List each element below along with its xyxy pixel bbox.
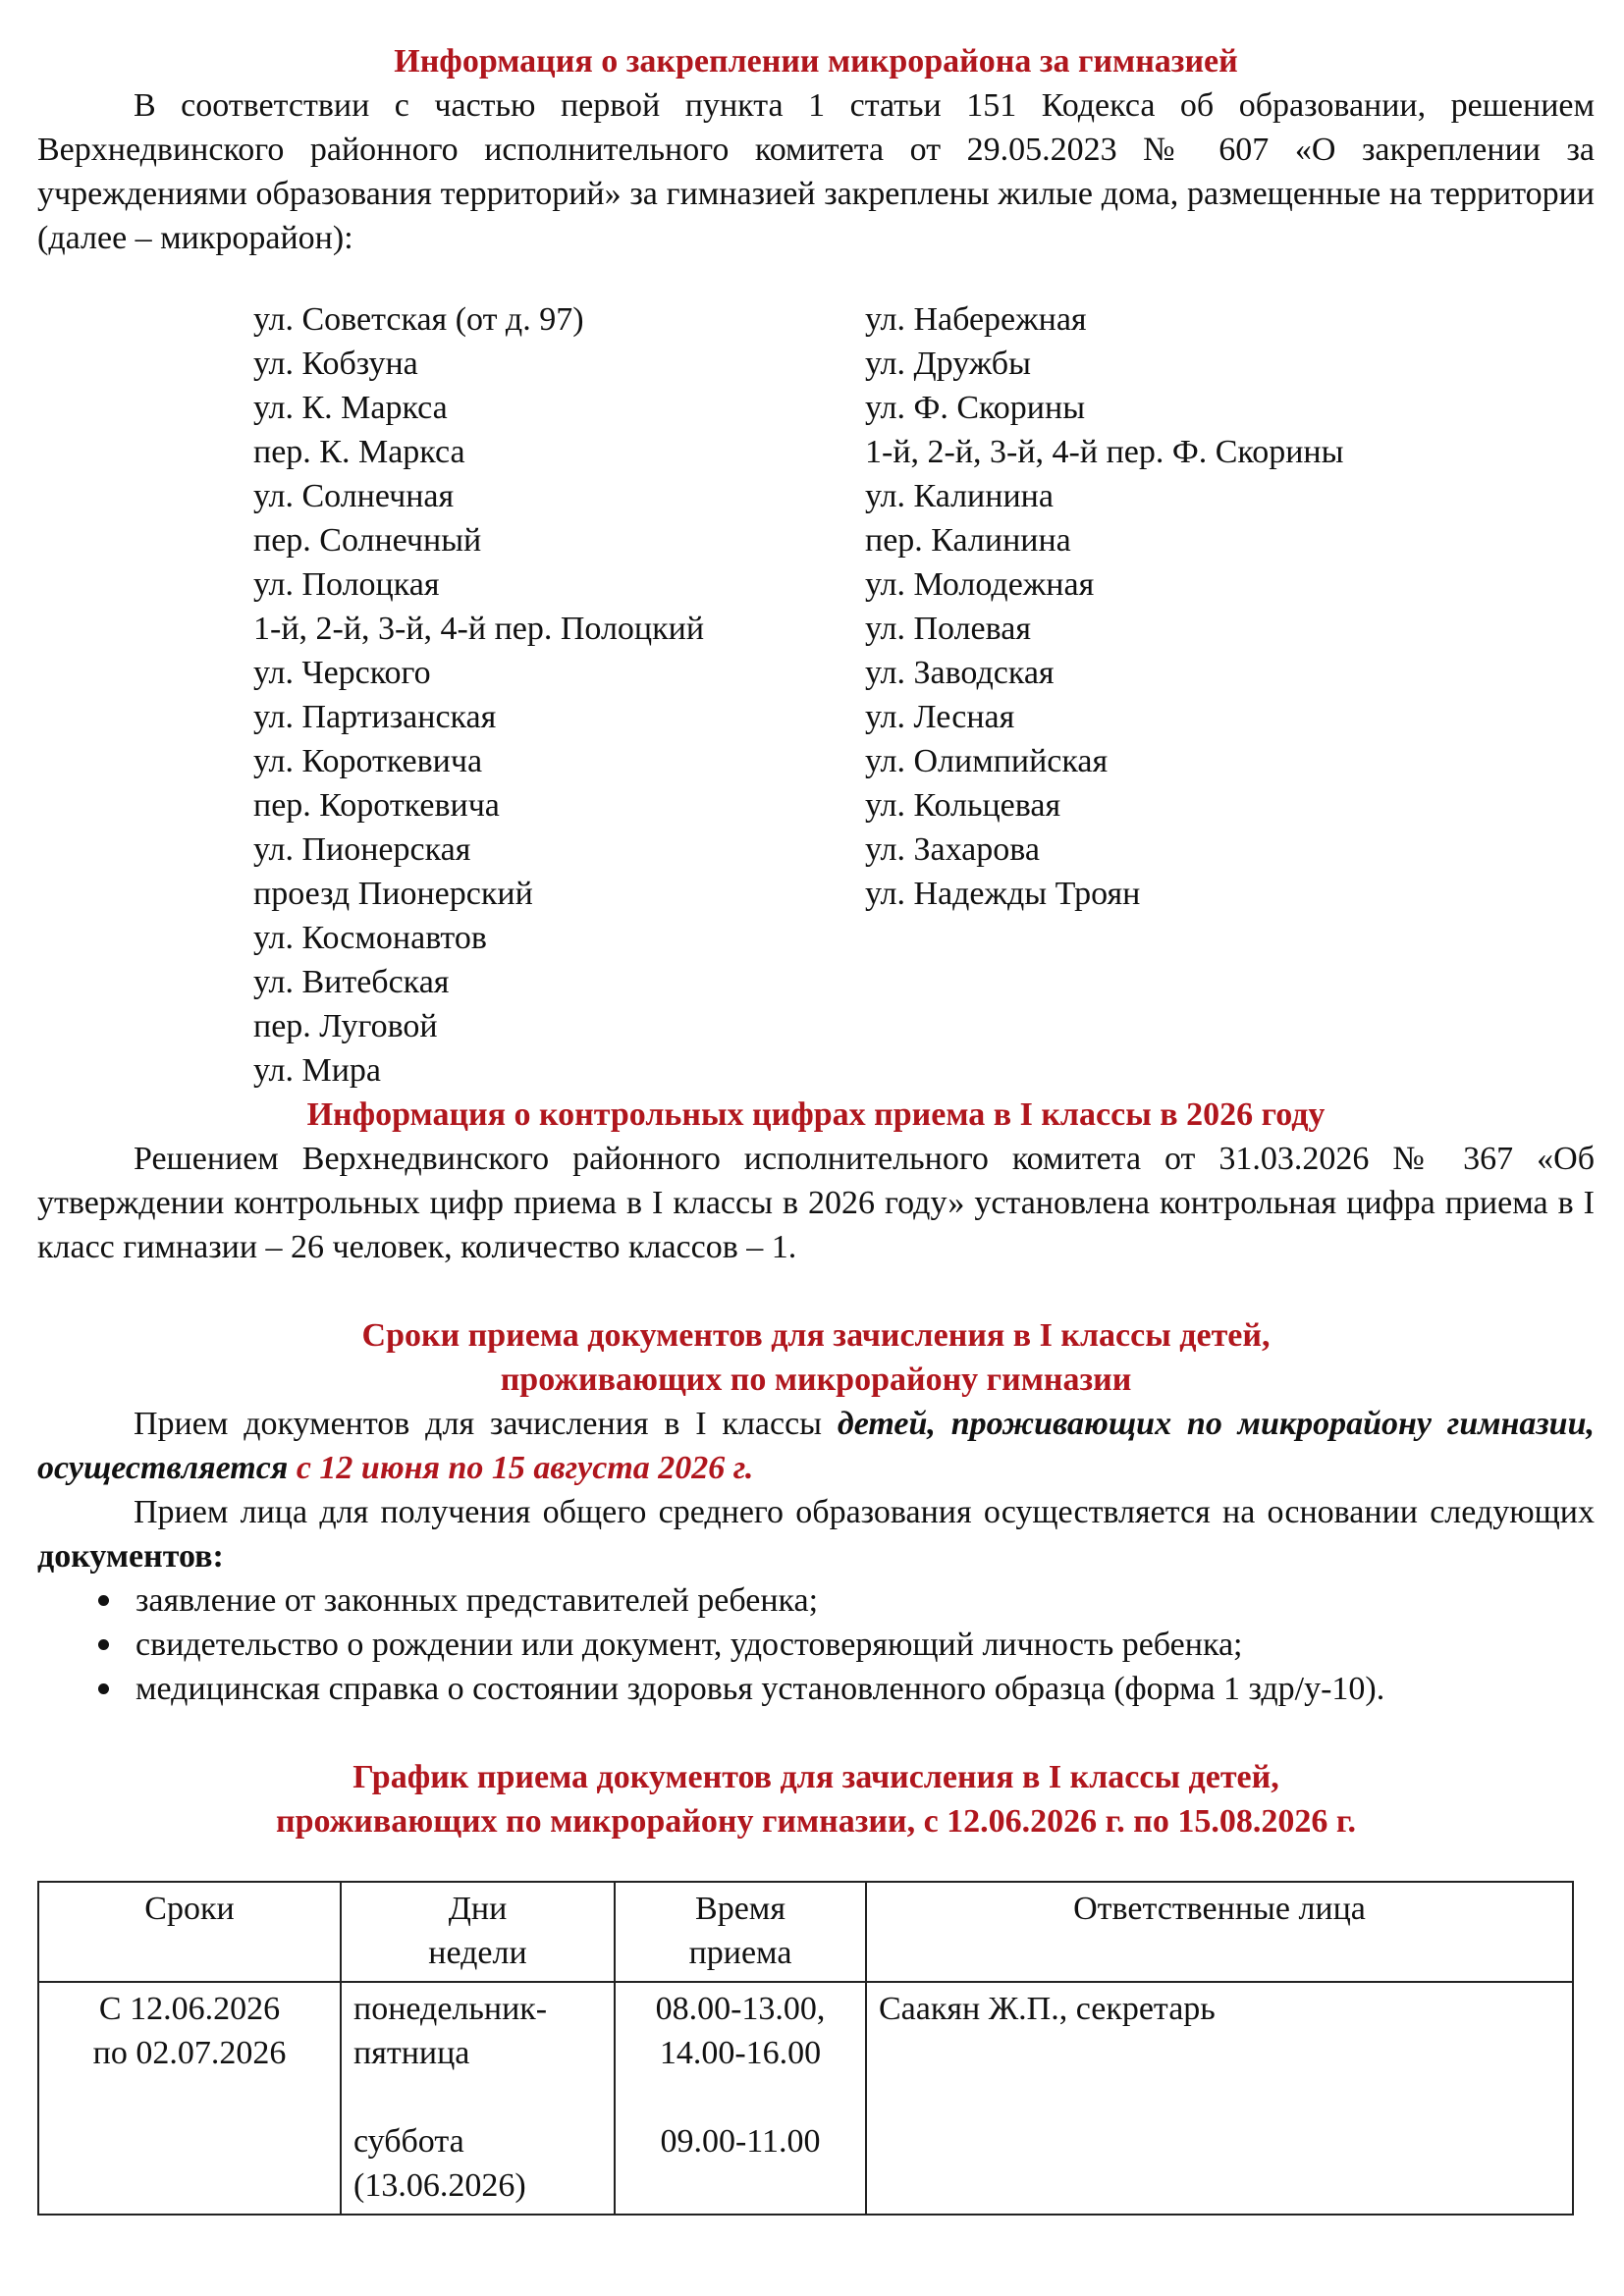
document-list-item [37, 1623, 1595, 1667]
street-item: ул. Солнечная [253, 478, 455, 514]
bullet-icon [98, 1683, 109, 1694]
schedule-title-line1: График приема документов для зачисления в I классы детей, [352, 1759, 1279, 1795]
bullet-icon [98, 1639, 109, 1650]
street-list-left [253, 297, 704, 1093]
section-title-microdistrict: Информация о закреплении микрорайона за гимназией [394, 43, 1238, 80]
deadlines-paragraph [37, 1402, 1595, 1490]
street-item: ул. Захарова [865, 831, 1040, 868]
days-saturday-line1: суббота [353, 2123, 464, 2160]
street-item: пер. Солнечный [253, 522, 482, 559]
street-item: ул. Олимпийская [865, 743, 1109, 779]
days-saturday-line2: (13.06.2026) [353, 2167, 526, 2204]
document-list-text: свидетельство о рождении или документ, удостоверяющий личность ребенка; [135, 1627, 1243, 1663]
document-list-text: медицинская справка о состоянии здоровья установленного образца (форма 1 здр/у-10). [135, 1671, 1385, 1707]
street-item: ул. Партизанская [253, 699, 497, 735]
header-days-line2: недели [428, 1935, 527, 1971]
street-item: ул. Заводская [865, 655, 1055, 691]
document-list-item [37, 1667, 1595, 1711]
document-list-text: заявление от законных представителей ребенка; [135, 1582, 819, 1619]
street-item: пер. Короткевича [253, 787, 500, 824]
header-time [615, 1882, 866, 1982]
street-item: проезд Пионерский [253, 876, 533, 912]
document-list-item [37, 1578, 1595, 1623]
street-item: ул. Короткевича [253, 743, 483, 779]
deadlines-title-line2: проживающих по микрорайону гимназии [500, 1362, 1132, 1398]
street-item: ул. Лесная [865, 699, 1015, 735]
street-item: 1-й, 2-й, 3-й, 4-й пер. Полоцкий [253, 611, 705, 647]
street-item: ул. К. Маркса [253, 390, 448, 426]
section-title-document-deadlines [37, 1313, 1595, 1402]
table-row [38, 1982, 1573, 2215]
microdistrict-paragraph: В соответствии с частью первой пункта 1 статьи 151 Кодекса об образовании, решением Верхнедвинского районного исполнительного комитета от 29.05.2023 № 607 «О закреплении за учреждениями образования территорий» за гимназией закреплены жилые дома, размещенные на территории (далее – микрорайон): [37, 87, 1595, 256]
documents-word: документов: [37, 1538, 224, 1575]
street-item: ул. Набережная [865, 301, 1087, 338]
street-item: ул. Пионерская [253, 831, 471, 868]
documents-intro-text: Прием лица для получения общего среднего образования осуществляется на основании следующих [134, 1494, 1595, 1530]
street-item: пер. Калинина [865, 522, 1071, 559]
days-weekday-line2: пятница [353, 2035, 470, 2071]
street-item: ул. Черского [253, 655, 431, 691]
header-period: Сроки [38, 1882, 341, 1982]
cell-responsible: Саакян Ж.П., секретарь [866, 1982, 1573, 2215]
table-header-row [38, 1882, 1573, 1982]
period-line1: С 12.06.2026 [98, 1991, 281, 2027]
street-item: ул. Калинина [865, 478, 1054, 514]
street-item: пер. К. Маркса [253, 434, 465, 470]
deadlines-emphasis: детей, проживающих по микрорайону гимназии, осуществляется [37, 1406, 1596, 1486]
bullet-icon [98, 1595, 109, 1606]
header-time-line1: Время [695, 1891, 785, 1927]
required-documents-list [37, 1578, 1595, 1711]
cell-period [38, 1982, 341, 2215]
street-item: ул. Ф. Скорины [865, 390, 1086, 426]
street-item: ул. Космонавтов [253, 920, 487, 956]
street-item: ул. Советская (от д. 97) [253, 301, 584, 338]
deadlines-dates: с 12 июня по 15 августа 2026 г. [288, 1450, 754, 1486]
section-title-admission-quota: Информация о контрольных цифрах приема в I классы в 2026 году [306, 1096, 1326, 1133]
header-responsible: Ответственные лица [866, 1882, 1573, 1982]
street-list [37, 297, 1595, 1093]
time-weekday-line1: 08.00-13.00, [655, 1991, 826, 2027]
street-item: ул. Витебская [253, 964, 450, 1000]
street-item: ул. Кобзуна [253, 346, 418, 382]
deadlines-text: Прием документов для зачисления в I классы [134, 1406, 838, 1442]
admission-quota-paragraph: Решением Верхнедвинского районного исполнительного комитета от 31.03.2026 № 367 «Об утверждении контрольных цифр приема в I классы в 2026 году» установлена контрольная цифра приема в I класс гимназии – 26 человек, количество классов – 1. [37, 1141, 1595, 1265]
schedule-table [37, 1881, 1574, 2216]
street-item: пер. Луговой [253, 1008, 438, 1044]
section-title-schedule [37, 1755, 1595, 1843]
cell-time [615, 1982, 866, 2215]
street-item: 1-й, 2-й, 3-й, 4-й пер. Ф. Скорины [865, 434, 1344, 470]
time-saturday: 09.00-11.00 [660, 2123, 821, 2160]
street-item: ул. Полоцкая [253, 566, 440, 603]
street-item: ул. Кольцевая [865, 787, 1061, 824]
documents-intro-paragraph [37, 1490, 1595, 1578]
deadlines-title-line1: Сроки приема документов для зачисления в I классы детей, [361, 1317, 1271, 1354]
period-line2: по 02.07.2026 [92, 2035, 287, 2071]
time-weekday-line2: 14.00-16.00 [659, 2035, 822, 2071]
document-page [37, 39, 1595, 2216]
header-days [341, 1882, 615, 1982]
street-item: ул. Надежды Троян [865, 876, 1141, 912]
street-item: ул. Мира [253, 1052, 381, 1089]
header-time-line2: приема [688, 1935, 792, 1971]
street-item: ул. Молодежная [865, 566, 1095, 603]
schedule-title-line2: проживающих по микрорайону гимназии, с 12.06.2026 г. по 15.08.2026 г. [276, 1803, 1356, 1840]
cell-days [341, 1982, 615, 2215]
street-list-right [865, 297, 1343, 916]
days-weekday-line1: понедельник- [353, 1991, 548, 2027]
header-days-line1: Дни [448, 1891, 508, 1927]
street-item: ул. Полевая [865, 611, 1031, 647]
street-item: ул. Дружбы [865, 346, 1031, 382]
